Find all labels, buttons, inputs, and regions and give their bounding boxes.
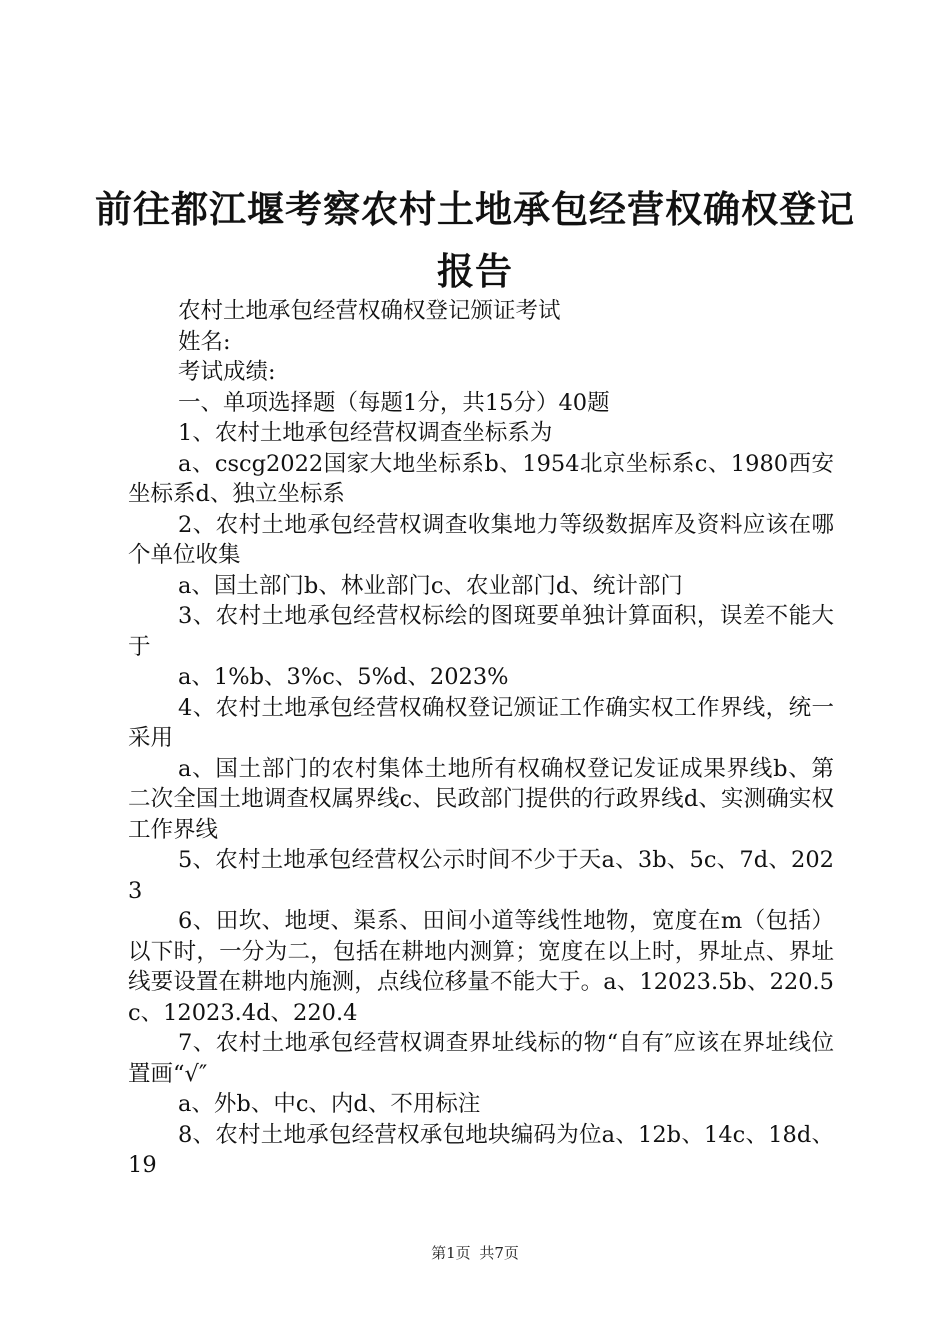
- paragraph-question-1: 1、农村土地承包经营权调查坐标系为: [178, 420, 553, 446]
- paragraph-options-2: a、国土部门b、林业部门c、农业部门d、统计部门: [178, 572, 683, 599]
- paragraph-question-8: 8、农村土地承包经营权承包地块编码为位a、12b、14c、18d、19: [128, 1121, 834, 1178]
- document-body: [128, 296, 834, 1181]
- paragraph-exam-title: 农村土地承包经营权确权登记颁证考试: [178, 298, 561, 324]
- paragraph-options-4: a、国土部门的农村集体土地所有权确权登记发证成果界线b、第二次全国土地调查权属界线c、民政部门提供的行政界线d、实测确实权工作界线: [128, 755, 834, 843]
- page-footer: [0, 1243, 950, 1263]
- paragraph-question-7: 7、农村土地承包经营权调查界址线标的物“自有″应该在界址线位置画“√″: [128, 1030, 834, 1087]
- page-number: 第1页: [431, 1244, 471, 1262]
- paragraph-options-7: a、外b、中c、内d、不用标注: [178, 1091, 481, 1117]
- paragraph-question-5: 5、农村土地承包经营权公示时间不少于天a、3b、5c、7d、2023: [128, 847, 834, 904]
- paragraph-question-2: 2、农村土地承包经营权调查收集地力等级数据库及资料应该在哪个单位收集: [128, 511, 834, 568]
- paragraph-question-6: 6、田坎、地埂、渠系、田间小道等线性地物，宽度在m（包括）以下时，一分为二，包括在耕地内测算；宽度在以上时，界址点、界址线要设置在耕地内施测，点线位移量不能大于。a、12023.5b、220.5c、12023.4d、220.4: [128, 908, 834, 1026]
- page-total: 共7页: [479, 1244, 519, 1262]
- document-title-line-2: 报告: [437, 250, 513, 293]
- paragraph-options-1: a、cscg2022国家大地坐标系b、1954北京坐标系c、1980西安坐标系d、独立坐标系: [128, 450, 834, 507]
- paragraph-question-3: 3、农村土地承包经营权标绘的图斑要单独计算面积，误差不能大于: [128, 603, 834, 660]
- paragraph-name-field: 姓名:: [178, 328, 231, 355]
- document-title-line-1: 前往都江堰考察农村土地承包经营权确权登记: [95, 188, 855, 231]
- paragraph-score-field: 考试成绩:: [178, 359, 276, 385]
- paragraph-options-3: a、1%b、3%c、5%d、2023%: [178, 664, 509, 690]
- paragraph-question-4: 4、农村土地承包经营权确权登记颁证工作确实权工作界线，统一采用: [128, 694, 834, 751]
- paragraph-section-heading: 一、单项选择题（每题1分，共15分）40题: [178, 389, 610, 416]
